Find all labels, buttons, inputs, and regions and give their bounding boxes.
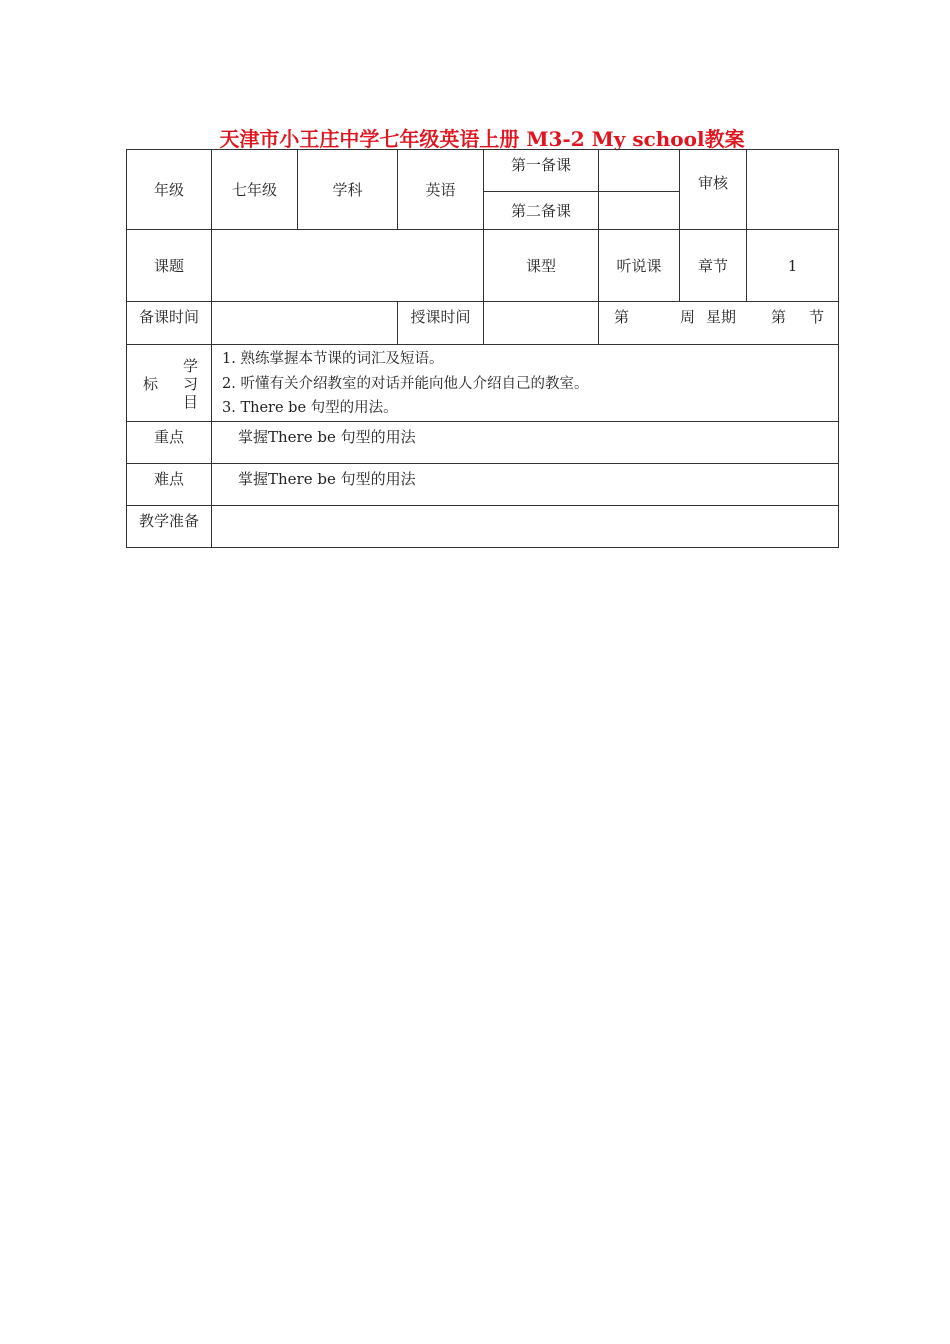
table-row (127, 505, 839, 547)
teaching-prep-value[interactable] (212, 505, 839, 547)
grade-label: 年级 (127, 150, 212, 230)
document-title: 天津市小王庄中学七年级英语上册 M3-2 My school教案 (219, 127, 745, 151)
subject-value: 英语 (398, 150, 484, 230)
prep-time-value[interactable] (212, 302, 398, 345)
table-row (127, 345, 839, 422)
chapter-label: 章节 (680, 230, 747, 302)
subject-label: 学科 (298, 150, 398, 230)
list-item: 1. 熟练掌握本节课的词汇及短语。 (222, 351, 444, 367)
table-row (127, 302, 839, 345)
difficulty-label: 难点 (127, 463, 212, 505)
review-value[interactable] (747, 150, 839, 230)
table-row (127, 150, 839, 192)
teach-time-value[interactable] (484, 302, 599, 345)
weekday-label: 星期 (705, 308, 736, 326)
review-label-text: 审核 (697, 174, 728, 192)
review-label (680, 150, 747, 230)
schedule-cell (599, 302, 839, 345)
list-item: 3. There be 句型的用法。 (222, 400, 398, 416)
goals-label-char: 目 (183, 393, 199, 411)
goals-label-char: 标 (143, 375, 159, 393)
topic-label: 课题 (127, 230, 212, 302)
week-suffix: 周 (679, 308, 695, 326)
key-point-value: 掌握There be 句型的用法 (212, 421, 839, 463)
teaching-prep-label: 教学准备 (127, 505, 212, 547)
goals-label-char: 习 (183, 375, 199, 393)
period-prefix: 第 (770, 308, 786, 326)
table-row (127, 230, 839, 302)
goals-label-char: 学 (183, 357, 199, 375)
goals-label (127, 345, 212, 422)
topic-value[interactable] (212, 230, 484, 302)
prep-time-label: 备课时间 (127, 302, 212, 345)
second-prep-label: 第二备课 (484, 192, 599, 230)
lesson-type-value: 听说课 (599, 230, 680, 302)
chapter-value: 1 (747, 230, 839, 302)
first-prep-value[interactable] (599, 150, 680, 192)
goals-list (212, 345, 839, 422)
grade-value: 七年级 (212, 150, 298, 230)
period-suffix: 节 (808, 308, 824, 326)
lesson-plan-table (126, 149, 839, 548)
list-item: 2. 听懂有关介绍教室的对话并能向他人介绍自己的教室。 (222, 375, 589, 392)
table-row (127, 421, 839, 463)
lesson-type-label: 课型 (484, 230, 599, 302)
week-prefix: 第 (614, 308, 630, 326)
first-prep-label: 第一备课 (484, 150, 599, 192)
teach-time-label: 授课时间 (398, 302, 484, 345)
second-prep-value[interactable] (599, 192, 680, 230)
table-row (127, 463, 839, 505)
key-point-label: 重点 (127, 421, 212, 463)
difficulty-value: 掌握There be 句型的用法 (212, 463, 839, 505)
